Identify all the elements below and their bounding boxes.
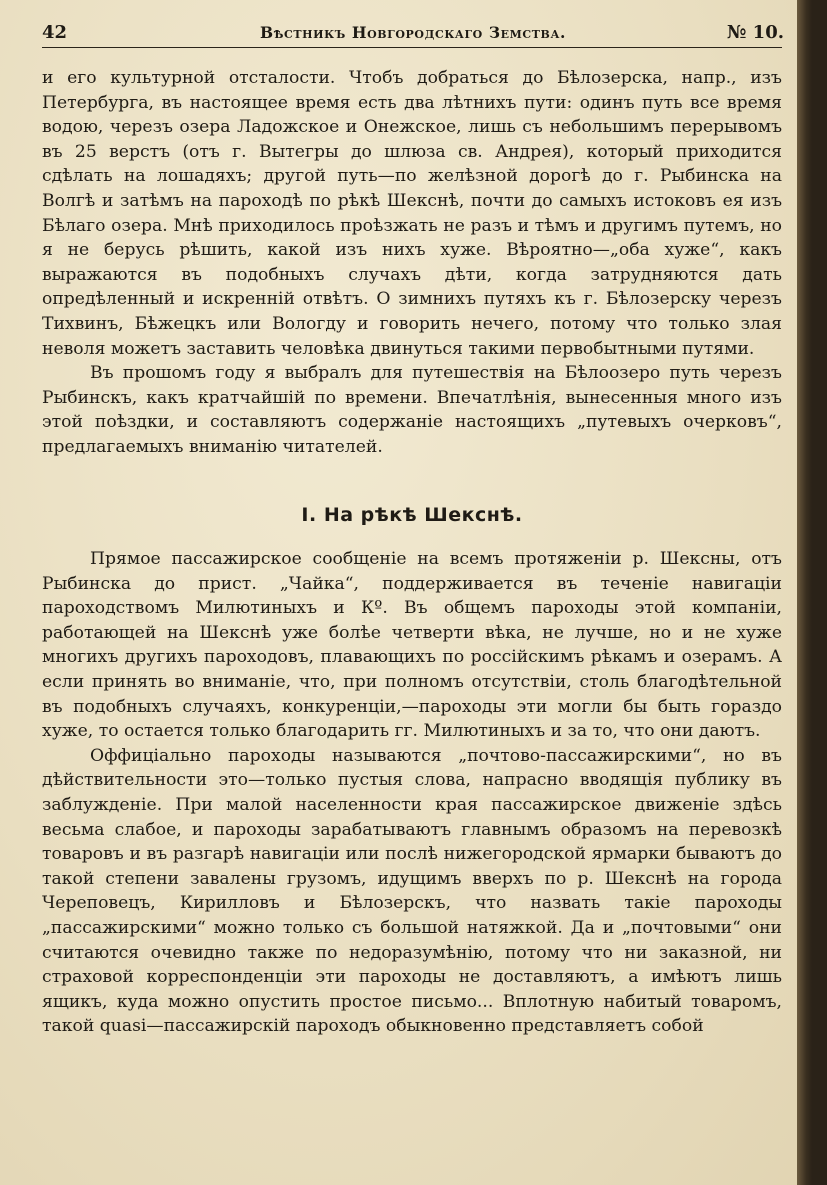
issue-number: № 10. xyxy=(726,22,784,43)
page-number: 42 xyxy=(42,22,68,43)
article-body xyxy=(42,66,782,1039)
section-heading: I. На рѣкѣ Шекснѣ. xyxy=(301,503,523,526)
paragraph-continued: и его культурной отсталости. Чтобъ добраться до Бѣлозерска, напр., изъ Петербурга, въ настоящее время есть два лѣтнихъ пути: одинъ путь все время водою, черезъ озера Ладожское и Онежское, лишь съ небольшимъ перерывомъ въ 25 верстъ (отъ г. Вытегры до шлюза св. Андрея), который приходится сдѣлать на лошадяхъ; другой путь—по желѣзной дорогѣ до г. Рыбинска на Волгѣ и затѣмъ на пароходѣ по рѣкѣ Шекснѣ, почти до самыхъ истоковъ ея изъ Бѣлаго озера. Мнѣ приходилось проѣзжать не разъ и тѣмъ и другимъ путемъ, но я не берусь рѣшить, какой изъ нихъ хуже. Вѣроятно—„оба хуже“, какъ выражаются въ подобныхъ случахъ дѣти, когда затрудняются дать опредѣленный и искренній отвѣтъ. О зимнихъ путяхъ къ г. Бѣлозерску черезъ Тихвинъ, Бѣжецкъ или Вологду и говорить нечего, потому что только злая неволя можетъ заставить человѣка двинуться такими первобытными путями. xyxy=(42,68,782,359)
paragraph: Въ прошомъ году я выбралъ для путешествія на Бѣлоозеро путь черезъ Рыбинскъ, какъ кратчайшій по времени. Впечатлѣнія, вынесенныя много изъ этой поѣздки, и составляютъ содержаніе настоящихъ „путевыхъ очерковъ“, предлагаемыхъ вниманію читателей. xyxy=(42,363,782,457)
running-head xyxy=(42,20,784,46)
journal-title: Вѣстникъ Новгородскаго Земства. xyxy=(260,23,566,42)
paragraph: Оффиціально пароходы называются „почтово-пассажирскими“, но въ дѣйствительности это—только пустыя слова, напрасно вводящія публику въ заблужденіе. При малой населенности края пассажирское движеніе здѣсь весьма слабое, и пароходы зарабатываютъ главнымъ образомъ на перевозкѣ товаровъ и въ разгарѣ навигаціи или послѣ нижегородской ярмарки бываютъ до такой степени завалены грузомъ, идущимъ вверхъ по р. Шекснѣ на города Череповецъ, Кирилловъ и Бѣлозерскъ, что назвать такіе пароходы „пассажирскими“ можно только съ большой натяжкой. Да и „почтовыми“ они считаются очевидно также по недоразумѣнію, потому что ни заказной, ни страховой корреспонденціи эти пароходы не доставляютъ, а имѣютъ лишь ящикъ, куда можно опустить простое письмо... Вплотную набитый товаромъ, такой quasi—пассажирскій пароходъ обыкновенно представляетъ собой xyxy=(42,745,782,1037)
header-rule xyxy=(42,47,782,48)
page-edge xyxy=(797,0,812,1185)
paragraph: Прямое пассажирское сообщеніе на всемъ протяженіи р. Шексны, отъ Рыбинска до прист. „Чайка“, поддерживается въ теченіе навигаціи пароходствомъ Милютиныхъ и Кº. Въ общемъ пароходы этой компаніи, работающей на Шекснѣ уже болѣе четверти вѣка, не лучше, но и не хуже многихъ другихъ пароходовъ, плавающихъ по россійскимъ рѣкамъ и озерамъ. А если принять во вниманіе, что, при полномъ отсутствіи, столь благодѣтельной въ подобныхъ случаяхъ, конкуренціи,—пароходы эти могли бы быть гораздо хуже, то остается только благодарить гг. Милютиныхъ и за то, что они даютъ. xyxy=(42,549,782,742)
